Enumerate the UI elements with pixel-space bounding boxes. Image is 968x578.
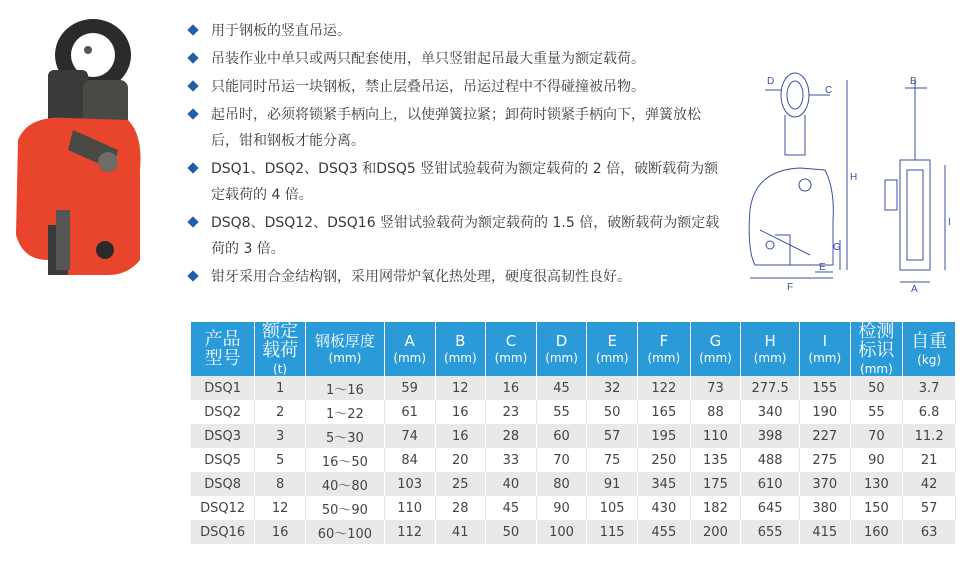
- table-cell: 1～16: [305, 376, 384, 400]
- table-cell: 340: [741, 400, 800, 424]
- table-row: [191, 400, 956, 424]
- table-cell: 55: [850, 400, 903, 424]
- table-cell: 165: [638, 400, 691, 424]
- table-cell: 11.2: [903, 424, 956, 448]
- table-cell: 55: [536, 400, 587, 424]
- table-cell: 398: [741, 424, 800, 448]
- table-cell: 415: [799, 520, 850, 544]
- table-cell: 3.7: [903, 376, 956, 400]
- table-cell: 645: [741, 496, 800, 520]
- table-cell: 41: [435, 520, 486, 544]
- table-cell: 105: [587, 496, 638, 520]
- table-header-cell: G (mm): [690, 322, 741, 376]
- table-cell: 110: [690, 424, 741, 448]
- table-cell: 33: [486, 448, 537, 472]
- table-row: [191, 472, 956, 496]
- feature-item: 起吊时，必须将锁紧手柄向上，以使弹簧拉紧；卸荷时锁紧手柄向下，弹簧放松后，钳和钢板才能分离。: [185, 102, 725, 154]
- spec-table: [191, 322, 956, 544]
- table-body: [191, 376, 956, 544]
- table-cell: 275: [799, 448, 850, 472]
- diagram-label-g: G: [833, 242, 841, 253]
- table-row: [191, 496, 956, 520]
- feature-item: 钳牙采用合金结构钢，采用网带炉氧化热处理，硬度很高韧性良好。: [185, 264, 725, 290]
- table-cell: 345: [638, 472, 691, 496]
- product-photo: [8, 10, 148, 280]
- diagram-label-f: F: [787, 282, 794, 293]
- feature-item: 只能同时吊运一块钢板，禁止层叠吊运，吊运过程中不得碰撞被吊物。: [185, 74, 725, 100]
- table-cell: 150: [850, 496, 903, 520]
- table-header-cell: 钢板厚度 (mm): [305, 322, 384, 376]
- table-header-row: [191, 322, 956, 376]
- table-cell: 155: [799, 376, 850, 400]
- table-cell: 60: [536, 424, 587, 448]
- table-cell: 23: [486, 400, 537, 424]
- table-cell: 16～50: [305, 448, 384, 472]
- feature-item: DSQ8、DSQ12、DSQ16 竖钳试验载荷为额定载荷的 1.5 倍，破断载荷为额定载荷的 3 倍。: [185, 210, 725, 262]
- table-cell: 21: [903, 448, 956, 472]
- table-header-cell: E (mm): [587, 322, 638, 376]
- table-cell: 380: [799, 496, 850, 520]
- table-cell: DSQ2: [191, 400, 255, 424]
- table-cell: DSQ5: [191, 448, 255, 472]
- diagram-label-i: I: [948, 217, 951, 228]
- table-cell: 160: [850, 520, 903, 544]
- table-cell: 80: [536, 472, 587, 496]
- table-cell: 90: [850, 448, 903, 472]
- feature-list: [185, 18, 725, 292]
- table-cell: 2: [255, 400, 306, 424]
- diagram-label-d: D: [767, 76, 775, 87]
- bullet-diamond-icon: [187, 80, 198, 91]
- table-row: [191, 424, 956, 448]
- feature-item: 吊装作业中单只或两只配套使用，单只竖钳起吊最大重量为额定载荷。: [185, 46, 725, 72]
- table-cell: 250: [638, 448, 691, 472]
- table-cell: 50～90: [305, 496, 384, 520]
- feature-item: 用于钢板的竖直吊运。: [185, 18, 725, 44]
- table-cell: 370: [799, 472, 850, 496]
- table-cell: 50: [587, 400, 638, 424]
- table-cell: 195: [638, 424, 691, 448]
- diagram-label-e: E: [819, 262, 826, 273]
- bullet-diamond-icon: [187, 108, 198, 119]
- table-cell: 60～100: [305, 520, 384, 544]
- table-cell: 110: [384, 496, 435, 520]
- table-cell: 28: [435, 496, 486, 520]
- bullet-diamond-icon: [187, 216, 198, 227]
- table-cell: 25: [435, 472, 486, 496]
- diagram-label-b: B: [910, 76, 917, 87]
- table-cell: 70: [536, 448, 587, 472]
- table-cell: 12: [255, 496, 306, 520]
- table-header-cell: A (mm): [384, 322, 435, 376]
- table-cell: 16: [255, 520, 306, 544]
- bullet-diamond-icon: [187, 52, 198, 63]
- table-cell: DSQ12: [191, 496, 255, 520]
- table-cell: 3: [255, 424, 306, 448]
- table-cell: 122: [638, 376, 691, 400]
- bullet-diamond-icon: [187, 270, 198, 281]
- table-cell: 227: [799, 424, 850, 448]
- table-cell: 63: [903, 520, 956, 544]
- bullet-diamond-icon: [187, 24, 198, 35]
- diagram-label-a: A: [911, 284, 918, 295]
- table-cell: 42: [903, 472, 956, 496]
- diagram-label-c: C: [825, 85, 833, 96]
- table-cell: 6.8: [903, 400, 956, 424]
- table-cell: 488: [741, 448, 800, 472]
- table-cell: 40～80: [305, 472, 384, 496]
- table-cell: 40: [486, 472, 537, 496]
- table-cell: 135: [690, 448, 741, 472]
- table-cell: 182: [690, 496, 741, 520]
- table-header-cell: 额定 载荷 (t): [255, 322, 306, 376]
- table-row: [191, 376, 956, 400]
- table-cell: 88: [690, 400, 741, 424]
- table-cell: 91: [587, 472, 638, 496]
- table-cell: DSQ16: [191, 520, 255, 544]
- bullet-diamond-icon: [187, 162, 198, 173]
- feature-item: DSQ1、DSQ2、DSQ3 和DSQ5 竖钳试验载荷为额定载荷的 2 倍，破断载荷为额定载荷的 4 倍。: [185, 156, 725, 208]
- table-cell: 277.5: [741, 376, 800, 400]
- table-cell: 5: [255, 448, 306, 472]
- table-cell: 50: [486, 520, 537, 544]
- dimension-diagram: [735, 60, 960, 295]
- table-cell: 1: [255, 376, 306, 400]
- table-cell: 84: [384, 448, 435, 472]
- table-cell: 59: [384, 376, 435, 400]
- table-cell: 57: [587, 424, 638, 448]
- table-cell: 90: [536, 496, 587, 520]
- table-header-cell: 产品 型号: [191, 322, 255, 376]
- table-cell: 455: [638, 520, 691, 544]
- table-header-cell: F (mm): [638, 322, 691, 376]
- table-cell: 70: [850, 424, 903, 448]
- table-cell: 73: [690, 376, 741, 400]
- table-cell: 190: [799, 400, 850, 424]
- table-cell: 130: [850, 472, 903, 496]
- table-cell: 1～22: [305, 400, 384, 424]
- table-header-cell: D (mm): [536, 322, 587, 376]
- table-header-cell: 自重 (kg): [903, 322, 956, 376]
- table-cell: 45: [486, 496, 537, 520]
- table-cell: 8: [255, 472, 306, 496]
- table-cell: 57: [903, 496, 956, 520]
- table-header-cell: H (mm): [741, 322, 800, 376]
- table-cell: DSQ1: [191, 376, 255, 400]
- table-cell: 32: [587, 376, 638, 400]
- table-cell: 655: [741, 520, 800, 544]
- table-cell: 175: [690, 472, 741, 496]
- table-cell: 200: [690, 520, 741, 544]
- table-row: [191, 520, 956, 544]
- table-header-cell: I (mm): [799, 322, 850, 376]
- table-cell: 61: [384, 400, 435, 424]
- table-row: [191, 448, 956, 472]
- table-cell: 115: [587, 520, 638, 544]
- table-cell: 100: [536, 520, 587, 544]
- table-header-cell: B (mm): [435, 322, 486, 376]
- table-cell: 610: [741, 472, 800, 496]
- table-cell: 20: [435, 448, 486, 472]
- table-cell: 103: [384, 472, 435, 496]
- table-cell: 5～30: [305, 424, 384, 448]
- table-header-cell: C (mm): [486, 322, 537, 376]
- table-header-cell: 检测 标识 (mm): [850, 322, 903, 376]
- table-cell: 16: [435, 424, 486, 448]
- table-cell: 16: [435, 400, 486, 424]
- diagram-label-h: H: [850, 172, 858, 183]
- table-cell: 16: [486, 376, 537, 400]
- table-cell: DSQ3: [191, 424, 255, 448]
- table-cell: 45: [536, 376, 587, 400]
- table-cell: 430: [638, 496, 691, 520]
- table-cell: DSQ8: [191, 472, 255, 496]
- table-cell: 50: [850, 376, 903, 400]
- table-cell: 74: [384, 424, 435, 448]
- table-cell: 112: [384, 520, 435, 544]
- table-cell: 12: [435, 376, 486, 400]
- table-cell: 28: [486, 424, 537, 448]
- table-cell: 75: [587, 448, 638, 472]
